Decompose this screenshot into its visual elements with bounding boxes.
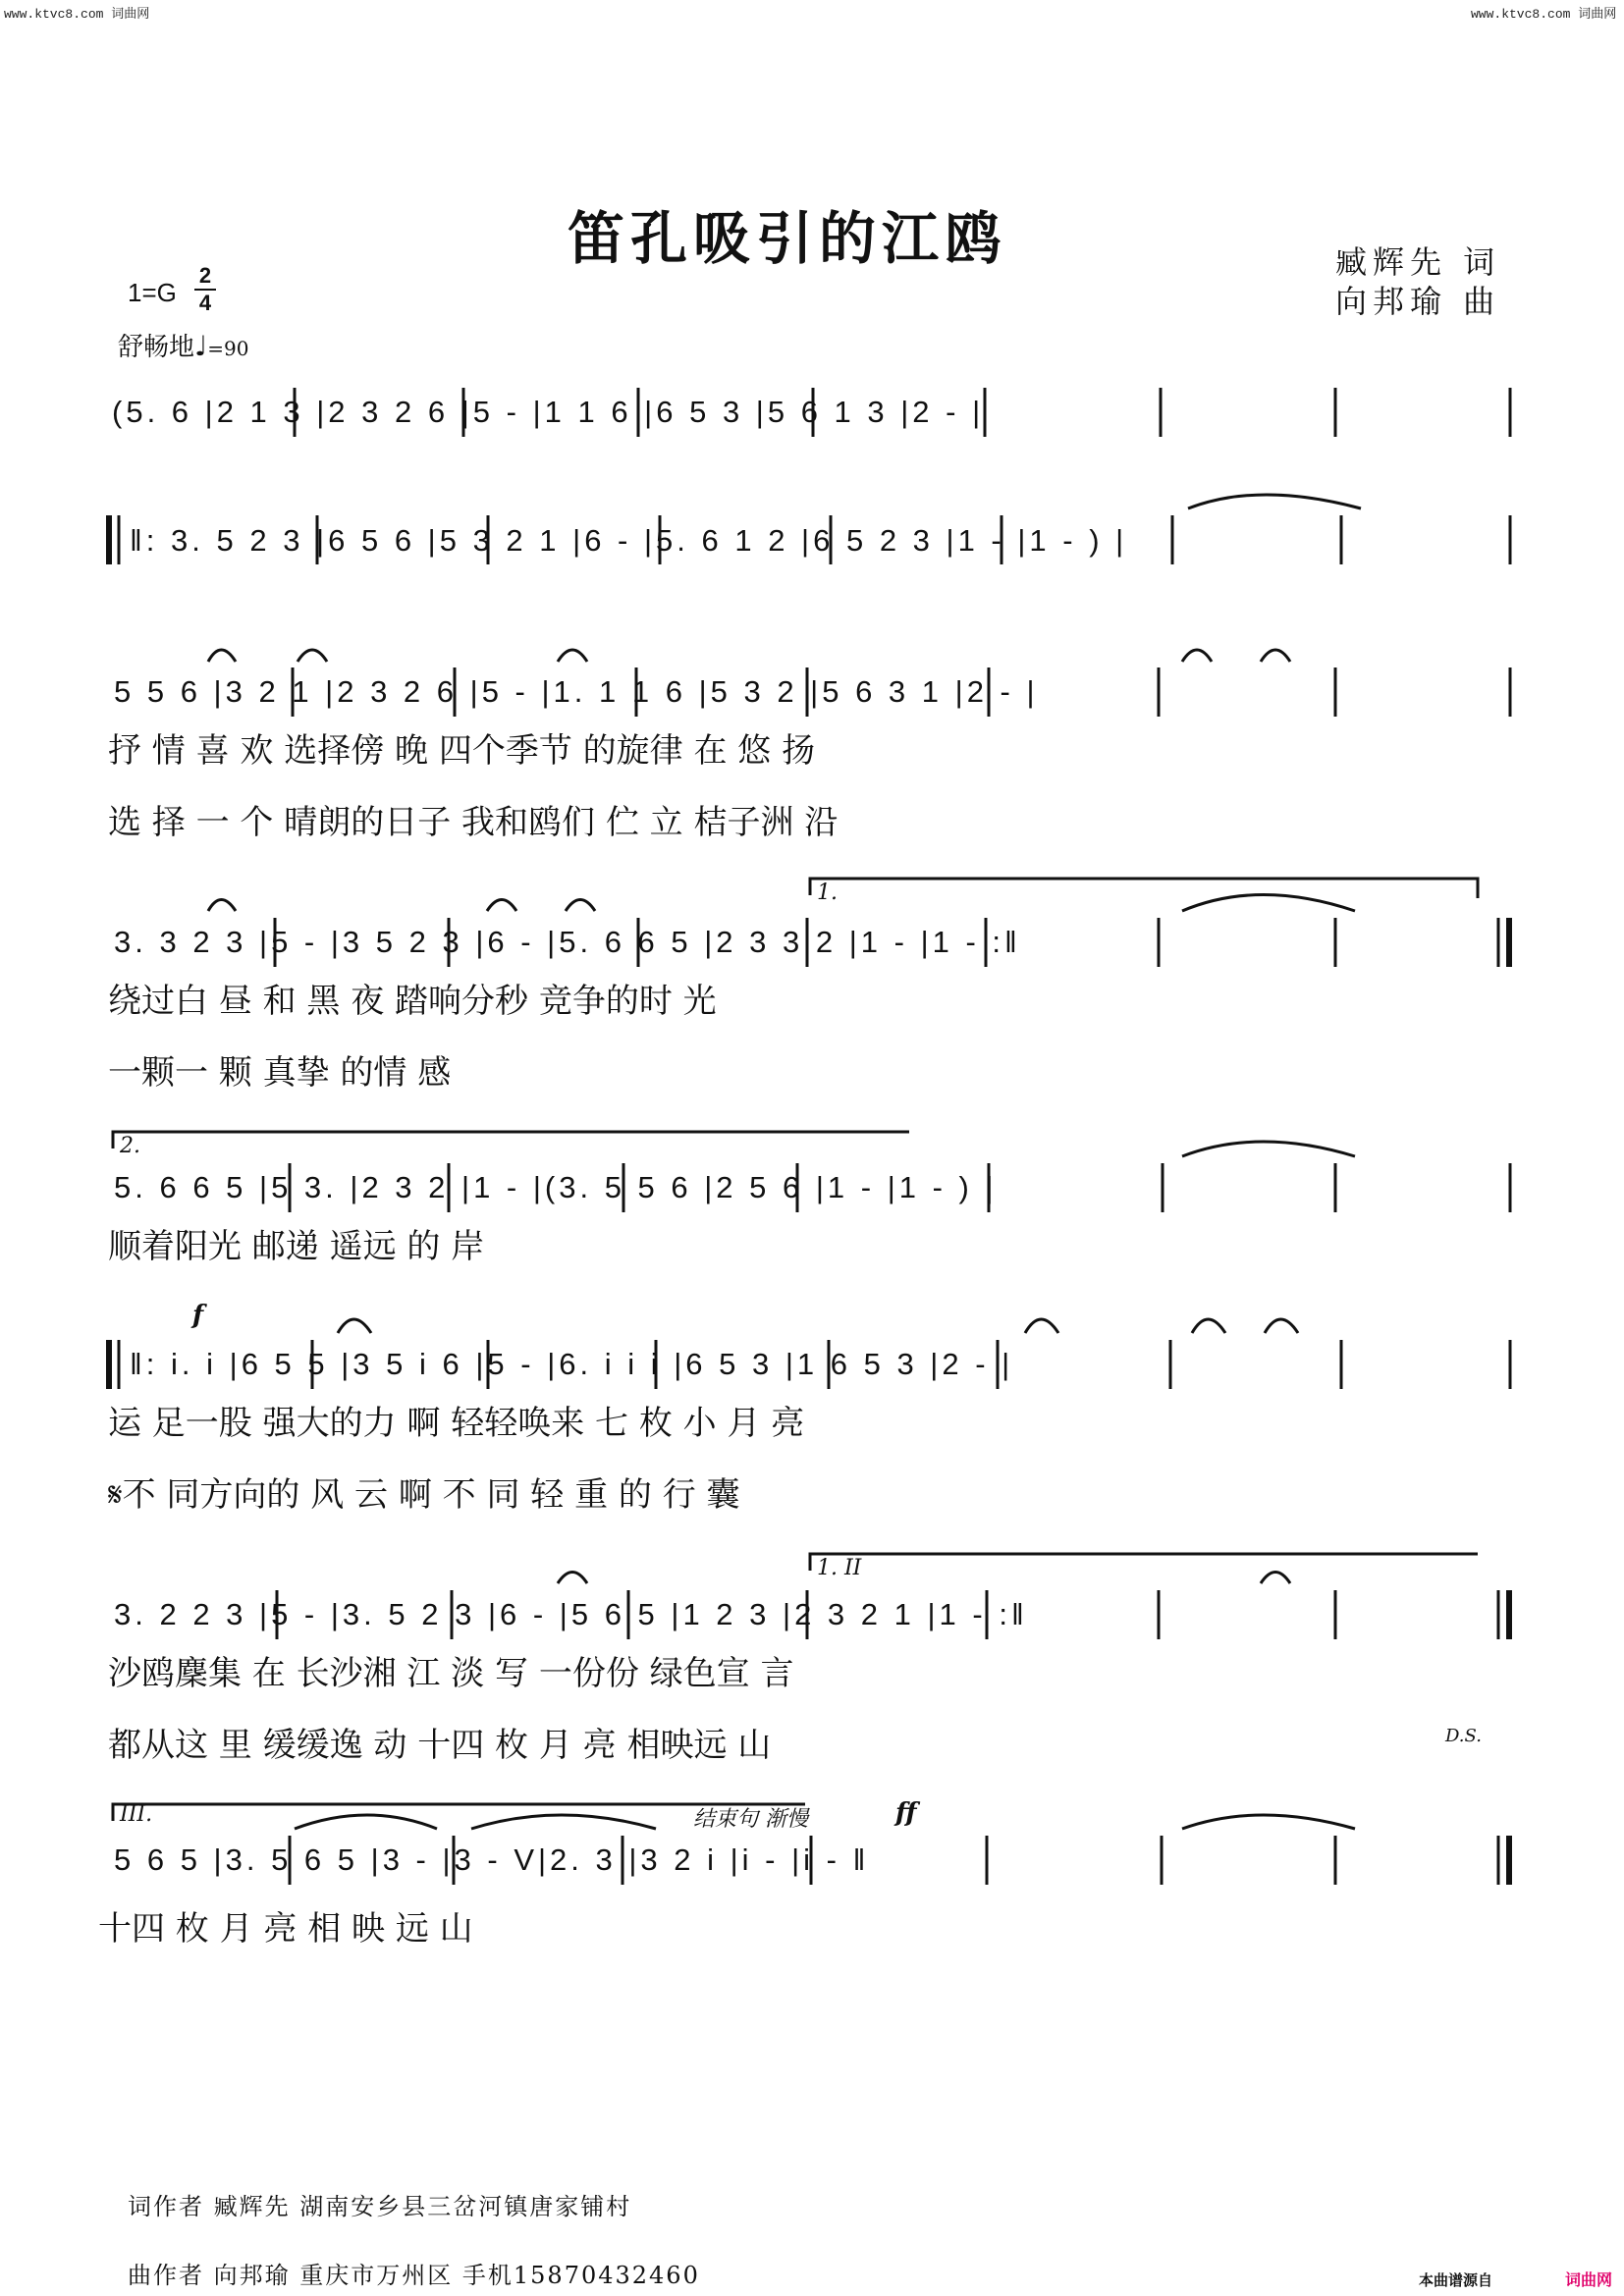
lyric-row-5-verse-1: 顺着阳光 邮递 遥远 的 岸 (108, 1227, 485, 1266)
site-url-right[interactable]: www.ktvc8.com 词曲网 (1471, 7, 1617, 22)
volta-3-label: III. (120, 1802, 153, 1827)
notation-row-3: 5 5 6 |3 2 1 |2 3 2 6 |5 - |1. 1 1 6 |5 3 2 |5 6 3 1 |2 - | (114, 674, 1039, 709)
dynamic-forte: f (192, 1301, 204, 1330)
lyric-row-6-verse-2: 𝄋不 同方向的 风 云 啊 不 同 轻 重 的 行 囊 (108, 1475, 740, 1515)
lyric-row-4-verse-2: 一颗一 颗 真挚 的情 感 (108, 1053, 452, 1093)
lyric-row-7-verse-2: 都从这 里 缓缓逸 动 十四 枚 月 亮 相映远 山 (108, 1726, 772, 1765)
notation-row-1: (5. 6 |2 1 3 |2 3 2 6 |5 - |1 1 6 |6 5 3 |5 6 1 3 |2 - | (112, 395, 985, 429)
dal-segno-mark: D.S. (1445, 1726, 1482, 1746)
lyric-row-6-verse-1: 运 足一股 强大的力 啊 轻轻唤来 七 枚 小 月 亮 (108, 1404, 805, 1443)
quarter-note-icon: ♩ (194, 330, 208, 362)
composer-credit: 向邦瑜 曲 (1335, 283, 1501, 320)
dynamic-fortissimo: ff (895, 1798, 917, 1828)
tempo-text: 舒畅地 (118, 333, 195, 362)
lyricist-credit: 臧辉先 词 (1335, 243, 1501, 281)
key-signature: 1=G (128, 278, 177, 307)
volta-2-label: 2. (120, 1134, 140, 1158)
time-sig-top: 2 (198, 263, 212, 288)
notation-row-2: ‖: 3. 5 2 3 |6 5 6 |5 3 2 1 |6 - |5. 6 1 2 |6 5 2 3 |1 - |1 - ) | (130, 523, 1128, 558)
volta-1-2-label: 1. II (817, 1556, 862, 1580)
ending-annotation: 结束句 渐慢 (693, 1807, 808, 1832)
volta-1-label: 1. (817, 881, 838, 905)
notation-row-4: 3. 3 2 3 |5 - |3 5 2 3 |6 - |5. 6 6 5 |2 3 3 2 |1 - |1 - :‖ (114, 925, 1021, 959)
site-badge[interactable]: 词曲网 (1565, 2270, 1613, 2289)
lyric-row-3-verse-1: 抒 情 喜 欢 选择傍 晚 四个季节 的旋律 在 悠 扬 (108, 731, 816, 771)
lyric-row-8-verse-1: 十四 枚 月 亮 相 映 远 山 (98, 1909, 473, 1949)
site-url-left[interactable]: www.ktvc8.com 词曲网 (4, 7, 150, 22)
notation-row-5: 5. 6 6 5 |5 3. |2 3 2 |1 - |(3. 5 5 6 |2 5 6 |1 - |1 - ) | (114, 1170, 998, 1204)
notation-row-8: 5 6 5 |3. 5 6 5 |3 - |3 - V|2. 3 |3 2 i |i - |i - ‖ (114, 1842, 870, 1877)
notation-row-7: 3. 2 2 3 |5 - |3. 5 2 3 |6 - |5 6 5 |1 2 3 |2 3 2 1 |1 - :‖ (114, 1597, 1028, 1631)
lyric-row-7-verse-1: 沙鸥麇集 在 长沙湘 江 淡 写 一份份 绿色宣 言 (108, 1654, 794, 1693)
lyric-row-4-verse-1: 绕过白 昼 和 黑 夜 踏响分秒 竞争的时 光 (108, 982, 717, 1021)
composer-info: 曲作者 向邦瑜 重庆市万州区 手机15870432460 (128, 2262, 700, 2289)
notation-row-6: ‖: i. i |6 5 5 |3 5 i 6 |5 - |6. i i i |6 5 3 |1 6 5 3 |2 - | (130, 1347, 1014, 1381)
source-label: 本曲谱源自 (1419, 2271, 1493, 2289)
lyricist-info: 词作者 臧辉先 湖南安乡县三岔河镇唐家铺村 (128, 2193, 632, 2220)
time-sig-bottom: 4 (198, 291, 212, 315)
tempo-value: =90 (207, 337, 249, 360)
lyric-row-3-verse-2: 选 择 一 个 晴朗的日子 我和鸥们 伫 立 桔子洲 沿 (108, 803, 839, 842)
song-title: 笛孔吸引的江鸥 (568, 205, 1008, 272)
